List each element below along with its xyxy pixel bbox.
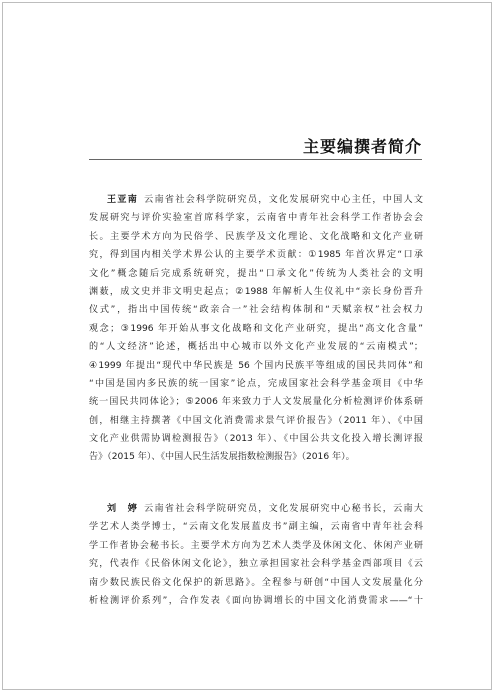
author-name: 王亚南 xyxy=(107,195,139,205)
bio-line: 学艺术人类学博士，“云南文化发展蓝皮书”副主编，云南省中青年社会科 xyxy=(89,522,423,533)
bio-line: 王亚南 云南省社会科学院研究员，文化发展研究中心主任，中国人文 xyxy=(107,195,423,205)
bio-line: 统一国民共同体论》；⑤2006 年来致力于人文发展量化分析检测评价体系研 xyxy=(89,397,423,408)
bio-liu-ting xyxy=(89,500,423,610)
bio-line: 长。主要学术方向为民俗学、民族学及文化理论、文化战略和文化产业研 xyxy=(89,231,423,242)
bio-line: 析检测评价系列”，合作发表《面向协调增长的中国文化消费需求——“十 xyxy=(89,595,423,606)
bio-line: 刘 婷 云南省社会科学院研究员，文化发展研究中心秘书长，云南大 xyxy=(107,504,423,514)
bio-line: 仪式”，指出中国传统“政亲合一”社会结构体制和“天赋亲权”社会权力 xyxy=(89,305,423,316)
bio-line: 文化产业供需协调检测报告》（2013 年）、《中国公共文化投入增长测评报 xyxy=(89,434,423,445)
bio-line: 的“人文经济”论述，概括出中心城市以外文化产业发展的“云南模式”； xyxy=(89,342,423,353)
bio-line: 渊薮，成文史并非文明史起点；②1988 年解析人生仪礼中“亲长身份晋升 xyxy=(89,286,423,297)
bio-line: 究，得到国内相关学术界公认的主要学术贡献：①1985 年首次界定“口承 xyxy=(89,250,423,261)
author-name: 刘 婷 xyxy=(107,504,139,514)
bio-line: ④1999 年提出“现代中华民族是 56 个国内民族平等组成的国民共同体”和 xyxy=(89,360,423,371)
page-title: 主要编撰者简介 xyxy=(302,137,422,156)
bio-line: 文化”概念随后完成系统研究，提出“口承文化”传统为人类社会的文明 xyxy=(89,268,423,279)
bio-line: 创，相继主持撰著《中国文化消费需求景气评价报告》（2011 年）、《中国 xyxy=(89,415,423,426)
bio-line: 学工作者协会秘书长。主要学术方向为艺术人类学及休闲文化、休闲产业研 xyxy=(89,540,423,551)
bio-line: 究，代表作《民俗休闲文化论》，独立承担国家社会科学基金西部项目《云 xyxy=(89,559,423,570)
bio-line: 观念；③1996 年开始从事文化战略和文化产业研究，提出“高文化含量” xyxy=(89,323,423,334)
bio-line: “中国是国内多民族的统一国家”论点，完成国家社会科学基金项目《中华 xyxy=(89,378,423,389)
bio-wang-yanan xyxy=(89,191,423,467)
bio-line: 南少数民族民俗文化保护的新思路》。全程参与研创“中国人文发展量化分 xyxy=(89,577,423,588)
bio-line: 发展研究与评价实验室首席科学家，云南省中青年社会科学工作者协会会 xyxy=(89,213,423,224)
bio-line: 告》（2015 年）、《中国人民生活发展指数检测报告》（2016 年）。 xyxy=(89,452,355,463)
title-divider xyxy=(89,159,422,160)
